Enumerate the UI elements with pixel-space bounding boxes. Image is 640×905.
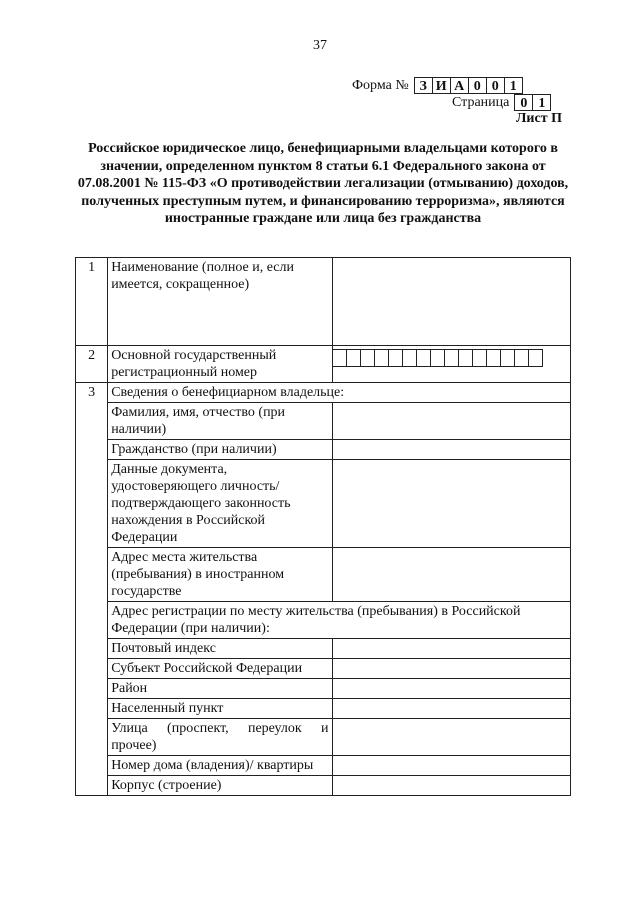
street-label: Улица (проспект, переулок и прочее) [108,719,332,756]
form-code-cell: 1 [504,77,523,94]
page-ref-label: Страница [452,94,510,110]
sheet-label: Лист П [516,111,562,126]
house-label: Номер дома (владения)/ квартиры [108,756,332,776]
foreign-address-field[interactable] [332,548,570,602]
ogrn-field[interactable] [332,346,570,383]
building-label: Корпус (строение) [108,776,332,796]
page-digit-cell: 0 [514,94,533,111]
postcode-field[interactable] [332,639,570,659]
form-table [75,257,571,796]
name-field[interactable] [332,258,570,346]
ru-address-header: Адрес регистрации по месту жительства (пребывания) в Российской Федерации (при наличии): [108,602,571,639]
beneficiary-header: Сведения о бенефициарном владельце: [108,383,571,403]
form-code-cell: З [414,77,433,94]
page-digit-cell: 1 [532,94,551,111]
document-title: Российское юридическое лицо, бенефициарными владельцами которого в значении, определенном пунктом 8 статьи 6.1 Федерального закона от 07.08.2001 № 115-ФЗ «О противодействии легализации (отмыванию) доходов, полученных преступным путем, и финансированию терроризма», являются иностранные граждане или лица без гражданства [77,141,569,226]
subject-label: Субъект Российской Федерации [108,659,332,679]
row-number: 1 [76,258,108,346]
locality-label: Населенный пункт [108,699,332,719]
page-ref [452,94,551,111]
district-label: Район [108,679,332,699]
document-label: Данные документа, удостоверяющего личность/ подтверждающего законность нахождения в Российской Федерации [108,460,332,548]
fio-label: Фамилия, имя, отчество (при наличии) [108,403,332,440]
subject-field[interactable] [332,659,570,679]
page-number: 37 [313,38,327,53]
ogrn-label: Основной государственный регистрационный номер [108,346,332,383]
building-field[interactable] [332,776,570,796]
form-code-cell: 0 [486,77,505,94]
house-field[interactable] [332,756,570,776]
foreign-address-label: Адрес места жительства (пребывания) в иностранном государстве [108,548,332,602]
citizenship-field[interactable] [332,440,570,460]
street-field[interactable] [332,719,570,756]
district-field[interactable] [332,679,570,699]
row-number: 2 [76,346,108,383]
form-label: Форма № [352,77,409,93]
document-field[interactable] [332,460,570,548]
form-code-cell: 0 [468,77,487,94]
row-number: 3 [76,383,108,796]
form-number [352,77,523,94]
name-label: Наименование (полное и, если имеется, сокращенное) [108,258,332,346]
form-code-cell: И [432,77,451,94]
form-code-cell: А [450,77,469,94]
postcode-label: Почтовый индекс [108,639,332,659]
citizenship-label: Гражданство (при наличии) [108,440,332,460]
ogrn-cells [333,349,570,369]
locality-field[interactable] [332,699,570,719]
fio-field[interactable] [332,403,570,440]
